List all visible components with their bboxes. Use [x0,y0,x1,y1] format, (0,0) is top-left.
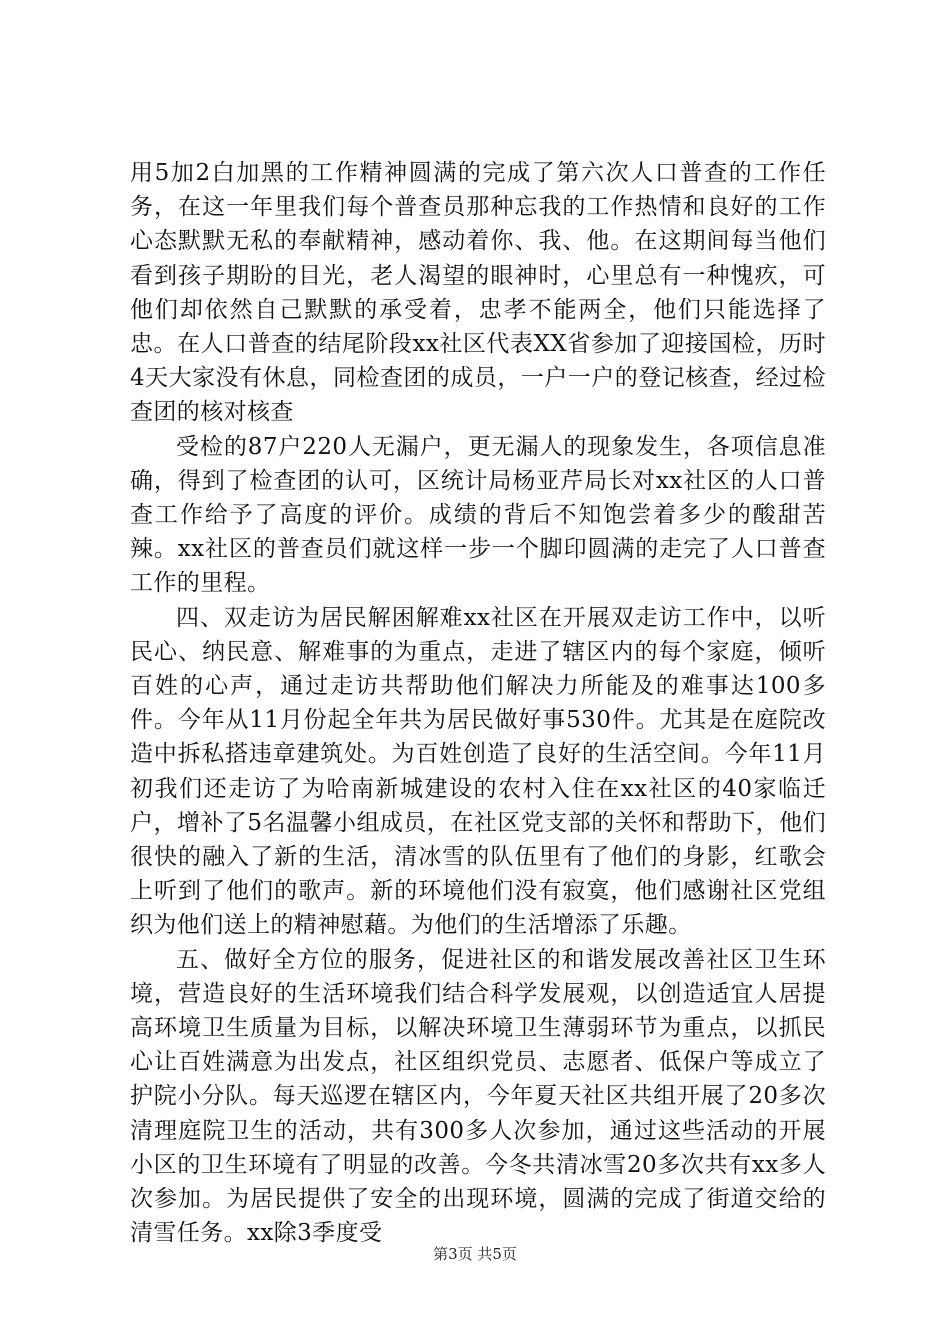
document-body [130,156,826,1251]
page-number-footer: 第3页 共5页 [433,1245,517,1263]
paragraph-continuation: 用5加2白加黑的工作精神圆满的完成了第六次人口普查的工作任务，在这一年里我们每个普查员那种忘我的工作热情和良好的工作心态默默无私的奉献精神，感动着你、我、他。在这期间每当他们看到孩子期盼的目光，老人渴望的眼神时，心里总有一种愧疚，可他们却依然自己默默的承受着，忠孝不能两全，他们只能选择了忠。在人口普查的结尾阶段xx社区代表XX省参加了迎接国检，历时4天大家没有休息，同检查团的成员，一户一户的登记核查，经过检查团的核对核查 [130,160,826,426]
paragraph-section-five: 五、做好全方位的服务，促进社区的和谐发展改善社区卫生环境，营造良好的生活环境我们结合科学发展观，以创造适宜人居提高环境卫生质量为目标，以解决环境卫生薄弱环节为重点，以抓民心让百姓满意为出发点，社区组织党员、志愿者、低保户等成立了护院小分队。每天巡逻在辖区内，今年夏天社区共组开展了20多次清理庭院卫生的活动，共有300多人次参加，通过这些活动的开展小区的卫生环境有了明显的改善。今冬共清冰雪20多次共有xx多人次参加。为居民提供了安全的出现环境，圆满的完成了街道交给的清雪任务。xx除3季度受 [130,946,826,1247]
paragraph-inspection-result: 受检的87户220人无漏户，更无漏人的现象发生，各项信息准确，得到了检查团的认可，区统计局杨亚芹局长对xx社区的人口普查工作给予了高度的评价。成绩的背后不知饱尝着多少的酸甜苦辣。xx社区的普查员们就这样一步一个脚印圆满的走完了人口普查工作的里程。 [130,433,826,597]
paragraph-section-four: 四、双走访为居民解困解难xx社区在开展双走访工作中，以听民心、纳民意、解难事的为重点，走进了辖区内的每个家庭，倾听百姓的心声，通过走访共帮助他们解决力所能及的难事达100多件。今年从11月份起全年共为居民做好事530件。尤其是在庭院改造中拆私搭违章建筑处。为百姓创造了良好的生活空间。今年11月初我们还走访了为哈南新城建设的农村入住在xx社区的40家临迁户，增补了5名温馨小组成员，在社区党支部的关怀和帮助下，他们很快的融入了新的生活，清冰雪的队伍里有了他们的身影，红歌会上听到了他们的歌声。新的环境他们没有寂寞，他们感谢社区党组织为他们送上的精神慰藉。为他们的生活增添了乐趣。 [130,604,826,939]
